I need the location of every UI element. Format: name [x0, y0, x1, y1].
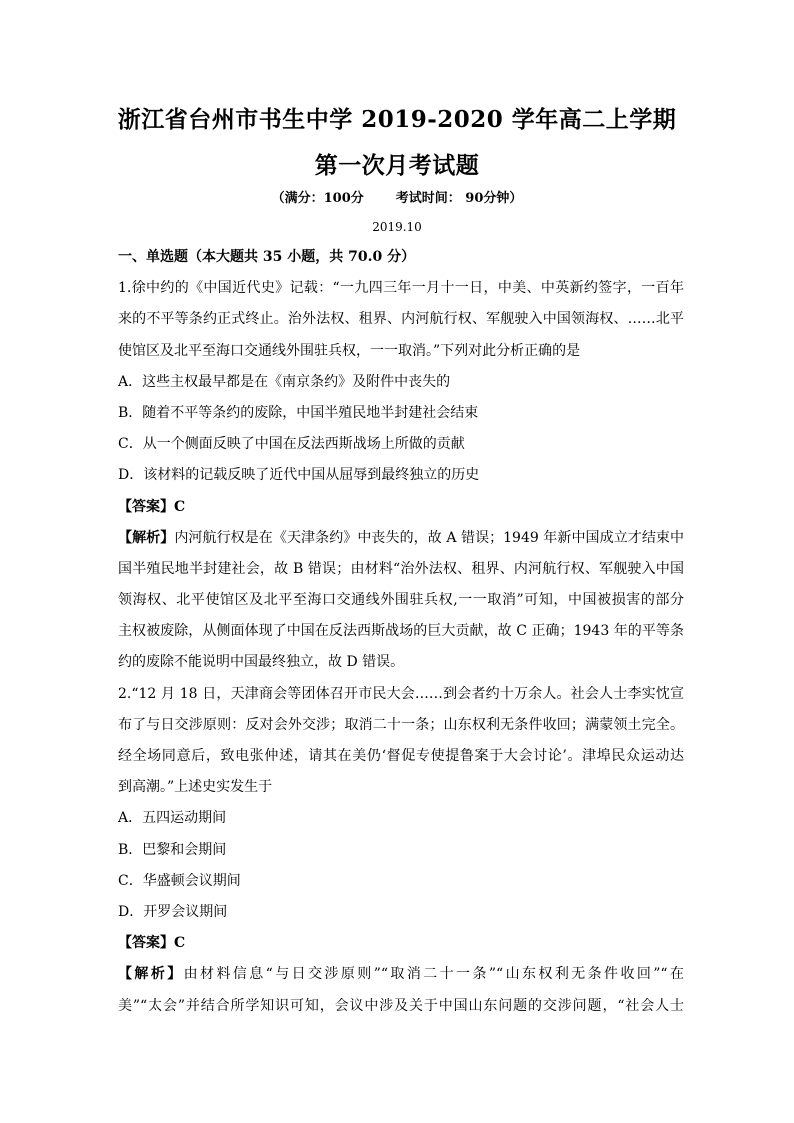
q2-explanation-label: 【解析】: [118, 966, 184, 983]
section-heading: 一、单选题（本大题共 35 小题，共 70.0 分）: [118, 249, 416, 265]
q1-option-c: C．从一个侧面反映了中国在反法西斯战场上所做的贡献: [118, 436, 465, 453]
q1-option-b: B．随着不平等条约的废除，中国半殖民地半封建社会结束: [118, 404, 479, 421]
q1-option-d: D．该材料的记载反映了近代中国从屈辱到最终独立的历史: [118, 467, 480, 484]
q1-explanation-line4: 主权被废除，从侧面体现了中国在反法西斯战场的巨大贡献，故 C 正确；1943 年的平等条: [118, 623, 684, 640]
document-title-line1: 浙江省台州市书生中学 2019-2020 学年高二上学期: [117, 106, 677, 133]
q2-explanation-line2: 美”“太会”并结合所学知识可知，会议中涉及关于中国山东问题的交涉问题，“社会人士: [118, 997, 684, 1014]
exam-meta: [0, 187, 794, 206]
q2-stem-line1: 2.“12 月 18 日，天津商会等团体召开市民大会……到会者约十万余人。社会人士李实忱宣: [118, 685, 684, 702]
q2-option-d: D．开罗会议期间: [118, 903, 228, 920]
q1-stem-line1: 1.徐中约的《中国近代史》记载：“一九四三年一月十一日，中美、中英新约签字，一百年: [118, 280, 684, 297]
document-body: [118, 246, 684, 1026]
document-title-line2: 第一次月考试题: [314, 152, 480, 179]
exam-date: 2019.10: [372, 220, 422, 234]
q1-answer: 【答案】C: [118, 498, 186, 515]
q1-option-a: A．这些主权最早都是在《南京条约》及附件中丧失的: [118, 373, 451, 390]
q1-stem-line2: 来的不平等条约正式终止。治外法权、租界、内河航行权、军舰驶入中国领海权、……北平: [118, 311, 684, 328]
q1-explanation-line2: 国半殖民地半封建社会，故 B 错误；由材料“治外法权、租界、内河航行权、军舰驶入中国: [118, 560, 684, 577]
q1-explanation-text1: 内河航行权是在《天津条约》中丧失的，故 A 错误；1949 年新中国成立才结束中: [174, 529, 684, 546]
q2-option-a: A．五四运动期间: [118, 810, 227, 827]
time-info: 考试时间： 90分钟）: [395, 191, 523, 206]
score-info: （满分：100分: [271, 191, 364, 206]
q2-stem-line2: 布了与日交涉原则：反对会外交涉；取消二十一条；山东权利无条件收回；满蒙领土完全。: [118, 716, 684, 733]
q1-explanation-label: 【解析】: [118, 529, 175, 546]
q2-stem-line3: 经全场同意后，致电张仲述，请其在美仍‘督促专使提鲁案于大会讨论’。津埠民众运动达: [118, 748, 684, 764]
q2-option-c: C．华盛顿会议期间: [118, 872, 241, 889]
q2-option-b: B．巴黎和会期间: [118, 841, 227, 858]
q1-explanation-line1: [118, 527, 684, 558]
q1-stem-line3: 使馆区及北平至海口交通线外围驻兵权，一一取消。”下列对此分析正确的是: [118, 342, 581, 359]
q1-explanation-line3: 领海权、北平使馆区及北平至海口交通线外围驻兵权,一一取消”可知，中国被损害的部分: [118, 592, 684, 609]
q2-explanation-text1: 由材料信息“与日交涉原则”“取消二十一条”“山东权利无条件收回”“在: [183, 966, 684, 983]
q1-explanation-line5: 约的废除不能说明中国最终独立，故 D 错误。: [118, 654, 405, 671]
q2-answer: 【答案】C: [118, 935, 186, 952]
q2-explanation-line1: [118, 963, 684, 994]
q2-stem-line4: 到高潮。”上述史实发生于: [118, 779, 273, 796]
